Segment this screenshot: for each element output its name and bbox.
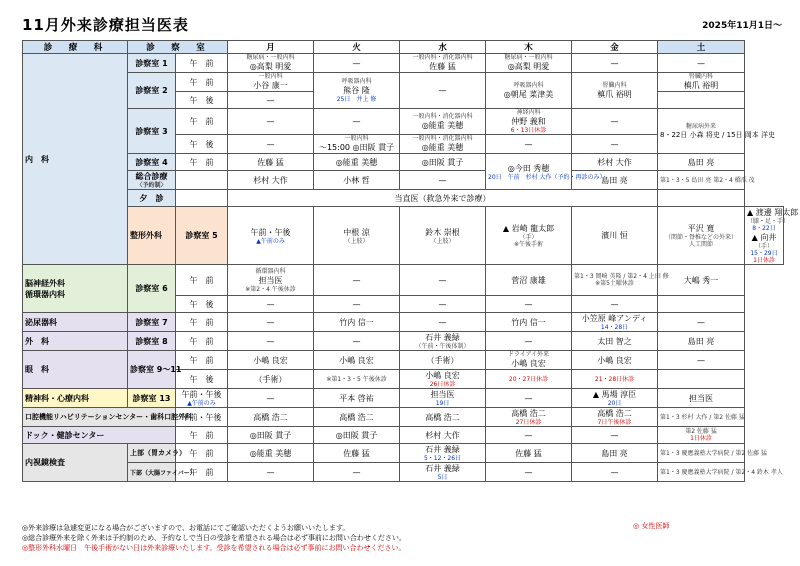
col-fri: 金: [572, 41, 658, 54]
page-title: 11月外来診療担当医表: [22, 16, 189, 34]
col-tue: 火: [314, 41, 400, 54]
table-row: ドック・健診センター 午 前 ◎田阪 貫子 ◎田阪 貫子 杉村 大作 — — 第2 佐藤 猛 1日休診: [23, 427, 784, 444]
table-row: 内視鏡検査 上部（胃カメラ） 午 前 ◎能重 美穂 佐藤 猛 石井 義緑 5・12・26日 佐藤 猛 島田 亮 第1・3 慶應義塾大学病院 / 第2 佐藤 猛: [23, 444, 784, 463]
cell: —: [314, 54, 400, 73]
effective-date: 2025年11月1日～: [702, 21, 782, 31]
table-row: 精神科・心療内科 診察室 13 午前・午後 ▲午前のみ — 平本 啓祐 担当医 19日 — ▲ 馬場 淳臣 20日 担当医: [23, 389, 784, 408]
footer-notes: [22, 523, 406, 553]
col-sat: 土: [658, 41, 745, 54]
header-row: [23, 41, 784, 54]
table-row: 午 後 — 一般内科 ～15:00 ◎田阪 貫子 一般内科・消化器内科 ◎能重 美穂 — —: [23, 135, 784, 154]
table-row: 内 科 診察室 1 午 前 糖尿病・一般内科 ◎高梨 明愛 — 一般内科・消化器内科 佐藤 猛 糖尿病・一般内科 ◎高梨 明愛 — —: [23, 54, 784, 73]
table-row: 口腔機能リハビリテーションセンター・歯科口腔外科 午前・午後 高橋 浩二 高橋 浩二 高橋 浩二 高橋 浩二 27日休診 高橋 浩二 7日午後休診 第1・3 杉村 大作 / 第2 佐藤 猛: [23, 408, 784, 427]
table-row: 外 科 診察室 8 午 前 — — 石井 義緑 （午前・午後体制） — 太田 智之 島田 亮: [23, 332, 784, 351]
table-row: 眼 科 診察室 9〜11 午 前 小嶋 良宏 小嶋 良宏 （手術） ドライアイ外来 小嶋 良宏 小嶋 良宏 —: [23, 351, 784, 370]
cell: —: [572, 54, 658, 73]
footer-note: ◎整形外科水曜日 午後手術がない日は外来診療いたします。受診を希望される場合は必ず事前にお問い合わせください。: [22, 544, 406, 552]
table-row: 泌尿器科 診察室 7 午 前 — 竹内 信一 — 竹内 信一 小笠原 峰アンディ 14・28日 —: [23, 313, 784, 332]
table-row: 下部（大腸ファイバー） 午 前 — — 石井 義緑 5日 — — 第1・3 慶應義塾大学病院 / 第2・4 鈴木 孝人: [23, 463, 784, 482]
table-row: 午 後 — — — — —: [23, 296, 784, 313]
table-row: 午 後 —: [23, 92, 784, 109]
legend-female-doctor: ◎ 女性医師: [633, 522, 670, 530]
col-wed: 水: [400, 41, 486, 54]
table-row: 脳神経外科 循環器内科 診察室 6 午 前 循環器内科 担当医 ※第2・4 午後休診 — — 菅沼 康雄 第1・3 岡崎 英隆 / 第2・4 上田 修 ※第5土曜休診 大嶋 秀一: [23, 265, 784, 296]
table-row: 診察室 3 午 前 — — 一般内科・消化器内科 ◎能重 美穂 神経内科 仲野 義和 6・13日休診 — 糖尿病外来 8・22日 小森 将史 / 15日 岡本 洋史: [23, 109, 784, 135]
col-dept: 診 療 科: [23, 41, 128, 54]
table-row: 診察室 4 午 前 佐藤 猛 ◎能重 美穂 ◎田阪 貫子 ◎今田 秀穂 20日 午前 杉村 大作（予約・再診のみ） 杉村 大作 島田 亮: [23, 154, 784, 171]
footer-note: ◎外来診療は急遽変更になる場合がございますので、お電話にてご確認いただくようお願いいたします。: [22, 524, 350, 532]
col-room: 診 察 室: [128, 41, 228, 54]
table-row: 診察室 2 午 前 一般内科 小谷 康一 呼吸器内科 熊谷 隆 25日 井上 修 — 呼吸器内科 ◎朝尾 菜津美 腎臓内科 槙爪 裕明 腎臓内科 槙爪 裕明: [23, 73, 784, 92]
col-mon: 月: [228, 41, 314, 54]
table-row: 整形外科 診察室 5 午前・午後 ▲午前のみ 中根 涼 （上肢） 鈴木 崇根 （上肢） ▲ 岩崎 龍太郎 （手） ※午後手術 濱川 恒 平沢 寛 （関節・脊椎などの外来） 人工関節 ▲ 渡邊 翔太郎 （膝・足・手） 8・22日 ▲ 向井 （手） 15・29日 1日休診: [23, 207, 784, 265]
footer-note: ◎総合診療外来を除く外来は予約制のため、予約なしで当日の受診を希望される場合は必ず事前にお問い合わせください。: [22, 534, 406, 542]
col-thu: 木: [486, 41, 572, 54]
table-row: 夕 診 当直医（救急外来で診療）: [23, 190, 784, 207]
table-row: 午 後 （手術） ※第1・3・5 午後休診 小嶋 良宏 26日休診 20・27日休診 21・28日休診: [23, 370, 784, 389]
table-row: 総合診療 〈予約制〉 杉村 大作 小林 哲 — 島田 亮 第1・3・5 島田 亮 第2・4 橋爪 茂: [23, 171, 784, 190]
schedule-table: [22, 40, 799, 482]
room-label: 診察室 1: [128, 54, 176, 73]
cell: 糖尿病・一般内科 ◎高梨 明愛: [486, 54, 572, 73]
cell: —: [658, 54, 745, 73]
dept-naika: 内 科: [23, 54, 128, 265]
cell: 一般内科・消化器内科 佐藤 猛: [400, 54, 486, 73]
cell: 糖尿病・一般内科 ◎高梨 明愛: [228, 54, 314, 73]
